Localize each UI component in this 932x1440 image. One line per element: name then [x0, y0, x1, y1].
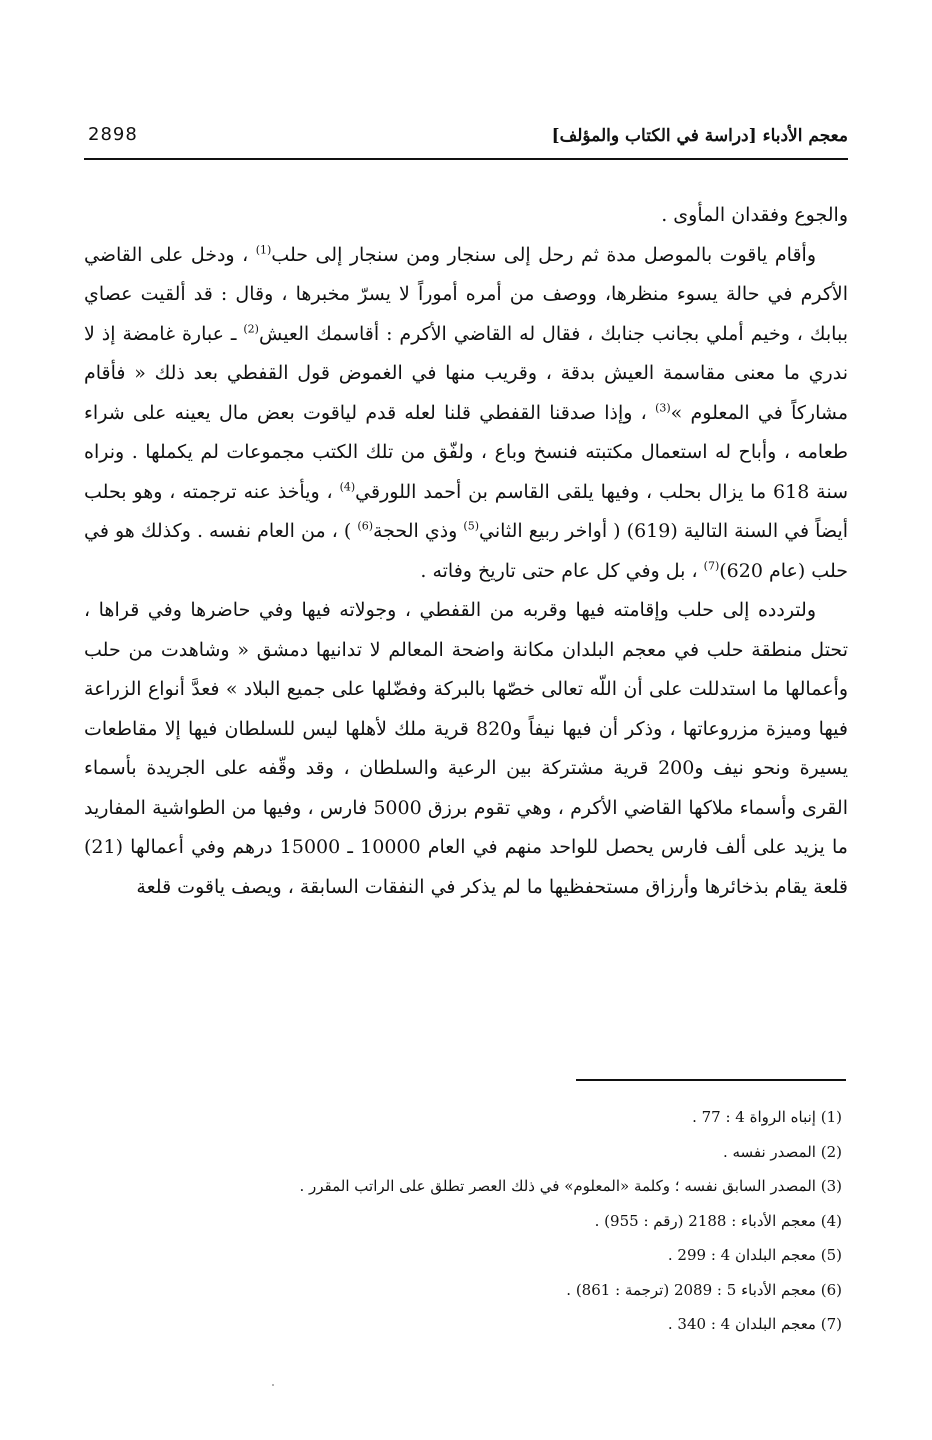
footnote-3: (3) المصدر السابق نفسه ؛ وكلمة «المعلوم» في ذلك العصر تطلق على الراتب المقرر .	[299, 1177, 842, 1195]
paragraph-2-text: ) ، من العام نفسه . وكذلك هو في حلب (عام 620)	[84, 520, 848, 582]
running-header-title: معجم الأدباء [دراسة في الكتاب والمؤلف]	[551, 126, 848, 146]
footnote-7: (7) معجم البلدان 4 : 340 .	[667, 1315, 842, 1333]
footnote-separator	[576, 1079, 846, 1081]
footnote-ref-2[interactable]: (2)	[243, 322, 259, 336]
paragraph-2-text: وذي الحجة	[372, 520, 464, 542]
footnotes-list	[130, 1100, 842, 1342]
footnote-ref-5[interactable]: (5)	[463, 519, 479, 533]
paragraph-2-text: ، ودخل على القاضي الأكرم في حالة يسوء منظرها، ووصف من أمره أموراً لا يسرّ مخبرها ، وقال : قد ألقيت عصاي ببابك ، وخيم أملي بجانب جنابك ، فقال له القاضي الأكرم : أقاسمك العيش	[84, 243, 848, 345]
paragraph-3: ولتردده إلى حلب وإقامته فيها وقربه من القفطي ، وجولاته فيها وفي حاضرها وفي قراها ، تحتل منطقة حلب في معجم البلدان مكانة واضحة المعالم لا تدانيها دمشق « وشاهدت من حلب وأعمالها ما استدللت على أن اللّه تعالى خصّها بالبركة وفضّلها على جميع البلاد » فعدَّ أنواع الزراعة فيها وميزة مزروعاتها ، وذكر أن فيها نيفاً و820 قرية ملك لأهلها ليس للسلطان فيها إلا مقاطعات يسيرة ونحو نيف و200 قرية مشتركة بين الرعية والسلطان ، وقد وقّفه على الجريدة بأسماء القرى وأسماء ملاكها القاضي الأكرم ، وهي تقوم برزق 5000 فارس ، وفيها من الطواشية المفاريد ما يزيد على ألف فارس يحصل للواحد منهم في العام 10000 ـ 15000 درهم وفي أعمالها (21) قلعة يقام بذخائرها وأرزاق مستحفظيها ما لم يذكر في النفقات السابقة ، ويصف ياقوت قلعة	[84, 599, 848, 898]
paragraph-2-text: وأقام ياقوت بالموصل مدة ثم رحل إلى سنجار ومن سنجار إلى حلب	[271, 243, 816, 266]
footnote-2: (2) المصدر نفسه .	[722, 1142, 842, 1161]
paragraph-2-text: ، وإذا صدقنا القفطي قلنا لعله قدم لياقوت بعض مال يعينه على شراء طعامه ، وأباح له استعمال مكتبته فنسخ وباع ، ولفّق من تلك الكتب مجموعات لم يكملها . ونراه سنة 618 ما يزال بحلب ، وفيها يلقى القاسم بن أحمد اللورقي	[84, 401, 848, 503]
footnote-1: (1) إنباه الرواة 4 : 77 .	[692, 1108, 842, 1126]
scan-speck	[272, 1384, 274, 1386]
paragraph-1: والجوع وفقدان المأوى .	[661, 204, 848, 226]
footnote-ref-3[interactable]: (3)	[655, 401, 671, 415]
main-text	[84, 196, 848, 907]
footnote-4: (4) معجم الأدباء : 2188 (رقم : 955) .	[594, 1211, 842, 1230]
paragraph-2	[84, 236, 848, 592]
paragraph-2-text: ، ويأخذ عنه ترجمته ، وهو بحلب أيضاً في السنة التالية (619) ( أواخر ربيع الثاني	[84, 480, 849, 542]
footnote-6: (6) معجم الأدباء 5 : 2089 (ترجمة : 861) .	[566, 1280, 842, 1299]
footnote-5: (5) معجم البلدان 4 : 299 .	[667, 1246, 842, 1264]
header-rule	[84, 158, 848, 160]
running-header	[84, 122, 848, 154]
page-number: 2898	[88, 124, 138, 145]
paragraph-2-text: ، بل وفي كل عام حتى تاريخ وفاته .	[420, 559, 704, 582]
paragraph-2-text: ـ عبارة غامضة إذ لا ندري ما معنى مقاسمة العيش بدقة ، وقريب منها في الغموض قول القفطي بعد ذلك « فأقام مشاركاً في المعلوم »	[84, 322, 848, 424]
footnote-ref-4[interactable]: (4)	[339, 480, 356, 494]
footnote-ref-1[interactable]: (1)	[255, 243, 272, 257]
footnote-ref-6[interactable]: (6)	[357, 519, 373, 533]
footnote-ref-7[interactable]: (7)	[703, 559, 720, 573]
